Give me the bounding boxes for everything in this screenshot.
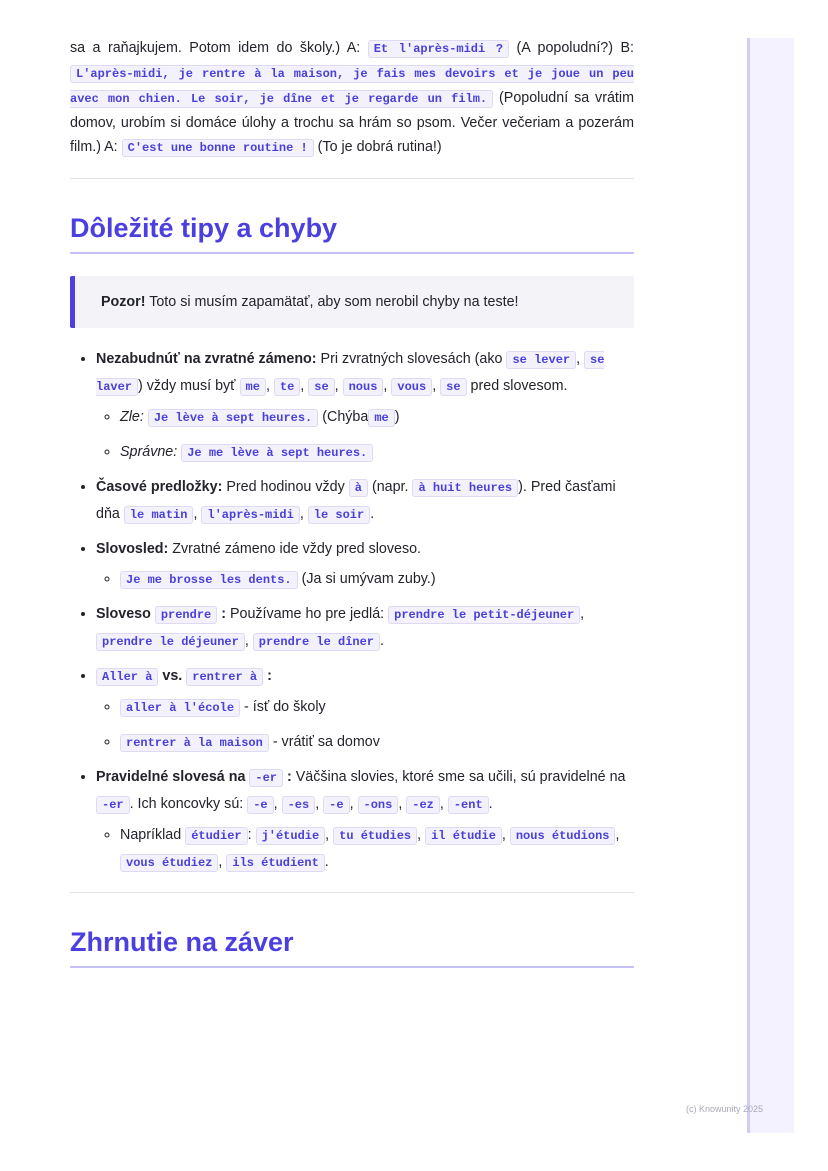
tip-heading: Pravidelné slovesá na: [96, 769, 246, 785]
tip-text: Väčšina slovies, ktoré sme sa učili, sú pravidelné na: [295, 769, 626, 785]
tip-text: ) vždy musí byť: [138, 378, 236, 394]
code-snippet: rentrer à: [186, 668, 263, 686]
tip-text: Pred hodinou vždy: [226, 479, 345, 495]
tip-text: . Ich koncovky sú:: [129, 796, 244, 812]
code-snippet: Je me lève à sept heures.: [181, 444, 373, 462]
code-snippet: à huit heures: [412, 479, 518, 497]
code-snippet: -er: [249, 769, 283, 787]
section-title-tips: Dôležité tipy a chyby: [70, 213, 634, 254]
example-wrong: [120, 404, 634, 431]
code-snippet: prendre le déjeuner: [96, 633, 245, 651]
tip-text: (napr.: [371, 479, 409, 495]
tip-regular-verbs: • Pravidelné slovesá na -er : Väčšina slovies, ktoré sme sa učili, sú pravidelné na -er . Ich koncovky sú: -e , -es , -e , -ons , -ez , -ent . ◦ Napríklad étudier : j'étudie , tu étudies , il étudie , nous étudions , vous étudiez , ils étudient .: [96, 764, 634, 876]
tip-prepositions: • Časové predložky: Pred hodinou vždy à (napr. à huit heures ). Pred časťami dňa le matin , l'après-midi , le soir .: [96, 474, 634, 528]
tip-heading: :: [267, 668, 272, 684]
tip-heading: :: [221, 606, 226, 622]
tip-heading: Slovosled:: [96, 541, 169, 557]
code-snippet: me: [240, 378, 266, 396]
code-snippet: nous: [343, 378, 384, 396]
code-snippet: l'après-midi: [201, 506, 299, 524]
tip-heading: vs.: [162, 668, 183, 684]
example-label: Správne:: [120, 444, 178, 460]
tip-heading: Časové predložky:: [96, 479, 223, 495]
code-snippet: -e: [247, 796, 273, 814]
example-note: (Chýba: [322, 409, 369, 425]
callout-text: Toto si musím zapamätať, aby som nerobil chyby na teste!: [149, 294, 519, 310]
code-snippet: prendre le petit-déjeuner: [388, 606, 580, 624]
code-snippet: j'étudie: [256, 827, 326, 845]
dialogue-code: C'est une bonne routine !: [122, 139, 314, 157]
copyright-text: (c) Knowunity 2025: [686, 1104, 764, 1114]
code-snippet: -e: [323, 796, 349, 814]
code-snippet: se laver: [96, 353, 605, 394]
example-note: - vrátiť sa domov: [272, 734, 380, 750]
code-snippet: -ez: [406, 796, 440, 814]
example-note: - ísť do školy: [244, 699, 326, 715]
dialogue-paragraph: [70, 36, 634, 160]
code-snippet: aller à l'école: [120, 699, 240, 717]
word-order-examples: [96, 566, 634, 593]
right-sidebar: [747, 38, 794, 1133]
code-snippet: Aller à: [96, 668, 158, 686]
code-snippet: -ons: [358, 796, 399, 814]
tip-text: Zvratné zámeno ide vždy pred sloveso.: [172, 541, 422, 557]
code-snippet: se: [440, 378, 466, 396]
code-snippet: tu étudies: [333, 827, 417, 845]
tips-list: [70, 346, 634, 876]
example-item: [120, 566, 634, 593]
tip-heading: :: [286, 769, 292, 785]
code-snippet: me: [368, 409, 394, 427]
code-snippet: Je lève à sept heures.: [148, 409, 318, 427]
tip-aller: [96, 663, 634, 756]
code-snippet: -es: [282, 796, 316, 814]
page-content: [70, 36, 634, 968]
example-note: ): [394, 409, 400, 425]
section-title-summary: Zhrnutie na záver: [70, 927, 634, 968]
dialogue-text: (A popoludní?) B:: [516, 40, 634, 56]
code-snippet: étudier: [185, 827, 247, 845]
code-snippet: le soir: [308, 506, 370, 524]
dialogue-text: (To je dobrá rutina!): [317, 139, 442, 155]
code-snippet: te: [274, 378, 300, 396]
dialogue-code: Et l'après-midi ?: [368, 40, 509, 58]
code-snippet: se lever: [506, 351, 576, 369]
code-snippet: nous étudions: [510, 827, 616, 845]
dialogue-text: sa a raňajkujem. Potom idem do školy.) A:: [70, 40, 361, 56]
code-snippet: prendre le dîner: [253, 633, 380, 651]
code-snippet: ils étudient: [226, 854, 324, 872]
tip-text: Používame ho pre jedlá:: [229, 606, 385, 622]
warning-callout: [70, 276, 634, 328]
example-note: (Ja si umývam zuby.): [301, 571, 436, 587]
callout-label: Pozor!: [101, 294, 146, 310]
code-snippet: le matin: [124, 506, 194, 524]
code-snippet: vous étudiez: [120, 854, 218, 872]
dialogue-text: (Popoludní sa vrátim domov, urobím si domáce úlohy a trochu sa hrám so psom. Večer večeriam a pozerám film.) A:: [70, 90, 634, 155]
example-item: [120, 729, 634, 756]
tip-text: Pri zvratných slovesách (ako: [320, 351, 503, 367]
dialogue-code: L'après-midi, je rentre à la maison, je fais mes devoirs et je joue un peu avec mon chien. Le soir, je dîne et je regarde un film.: [70, 67, 634, 106]
code-snippet: -ent: [448, 796, 489, 814]
example-item: ◦ Napríklad étudier : j'étudie , tu étudies , il étudie , nous étudions , vous étudiez , ils étudient .: [120, 822, 634, 876]
tip-text: pred slovesom.: [470, 378, 568, 394]
code-snippet: rentrer à la maison: [120, 734, 269, 752]
tip-heading: Nezabudnúť na zvratné zámeno:: [96, 351, 317, 367]
aller-examples: [96, 694, 634, 756]
example-right: [120, 439, 634, 466]
reflexive-examples: [96, 404, 634, 466]
example-item: [120, 694, 634, 721]
tip-heading: Sloveso: [96, 606, 151, 622]
tip-reflexive: • Nezabudnúť na zvratné zámeno: Pri zvratných slovesách (ako se lever , se laver ) vždy musí byť me , te , se , nous , vous , se pred slovesom. ◦ Zle: Je lève à sept heures. (Chýba me ) ◦ Správne: Je me lève à sept heures.: [96, 346, 634, 466]
regular-examples: [96, 822, 634, 876]
code-snippet: prendre: [155, 606, 217, 624]
code-snippet: il étudie: [425, 827, 502, 845]
code-snippet: Je me brosse les dents.: [120, 571, 298, 589]
example-note: Napríklad: [120, 827, 182, 843]
divider: [70, 892, 634, 893]
example-label: Zle:: [120, 409, 144, 425]
tip-text: ). Pred časťami dňa: [96, 479, 616, 522]
code-snippet: se: [308, 378, 334, 396]
tip-word-order: [96, 536, 634, 593]
code-snippet: -er: [96, 796, 130, 814]
code-snippet: à: [349, 479, 368, 497]
divider: [70, 178, 634, 179]
code-snippet: vous: [391, 378, 432, 396]
tip-prendre: • Sloveso prendre : Používame ho pre jedlá: prendre le petit-déjeuner , prendre le déjeuner , prendre le dîner .: [96, 601, 634, 655]
